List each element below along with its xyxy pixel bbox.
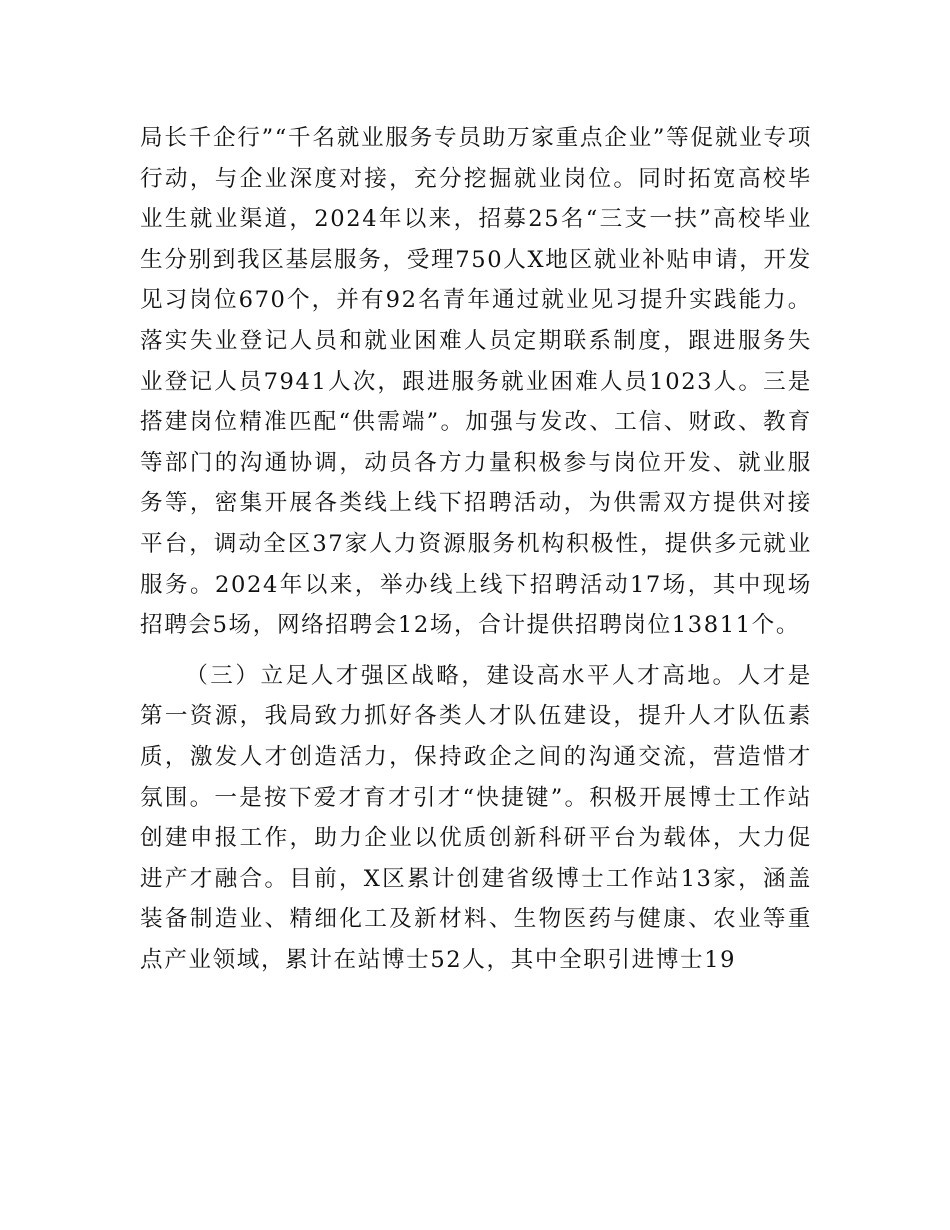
paragraph-talent-strategy: （三）立足人才强区战略，建设高水平人才高地。人才是第一资源，我局致力抓好各类人才队伍建设，提升人才队伍素质，激发人才创造活力，保持政企之间的沟通交流，营造惜才氛围。一是按下爱才育才引才“快捷键”。积极开展博士工作站创建申报工作，助力企业以优质创新科研平台为载体，大力促进产才融合。目前，X区累计创建省级博士工作站13家，涵盖装备制造业、精细化工及新材料、生物医药与健康、农业等重点产业领域，累计在站博士52人，其中全职引进博士19 bbox=[140, 662, 812, 973]
document-body bbox=[140, 118, 812, 980]
paragraph-employment-services: 局长千企行”“千名就业服务专员助万家重点企业”等促就业专项行动，与企业深度对接，充分挖掘就业岗位。同时拓宽高校毕业生就业渠道，2024年以来，招募25名“三支一扶”高校毕业生分别到我区基层服务，受理750人X地区就业补贴申请，开发见习岗位670个，并有92名青年通过就业见习提升实践能力。落实失业登记人员和就业困难人员定期联系制度，跟进服务失业登记人员7941人次，跟进服务就业困难人员1023人。三是搭建岗位精准匹配“供需端”。加强与发改、工信、财政、教育等部门的沟通协调，动员各方力量积极参与岗位开发、就业服务等，密集开展各类线上线下招聘活动，为供需双方提供对接平台，调动全区37家人力资源服务机构积极性，提供多元就业服务。2024年以来，举办线上线下招聘活动17场，其中现场招聘会5场，网络招聘会12场，合计提供招聘岗位13811个。 bbox=[140, 125, 812, 639]
